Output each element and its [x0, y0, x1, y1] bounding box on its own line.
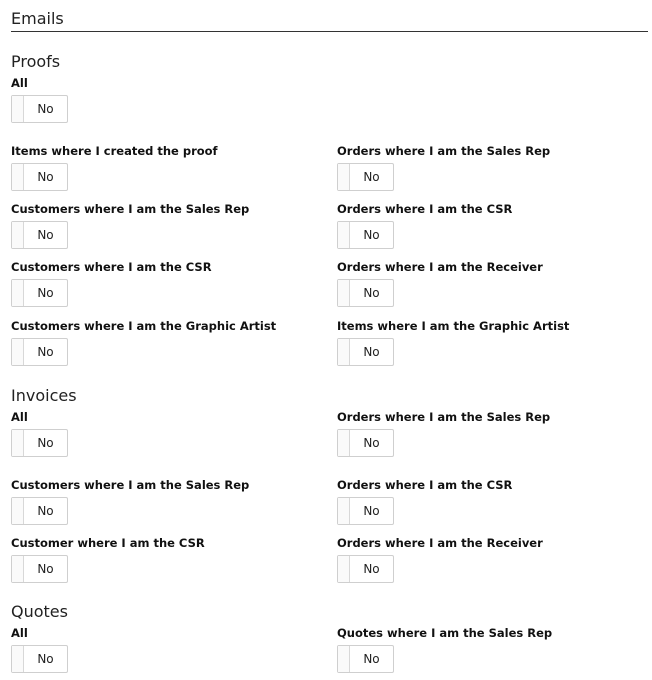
proofs-orders-csr-toggle[interactable] [337, 221, 394, 249]
toggle-value: No [363, 286, 380, 300]
toggle-value: No [363, 562, 380, 576]
quotes-sales-rep-toggle[interactable] [337, 645, 394, 673]
title-divider [11, 31, 648, 32]
proofs-orders-receiver-toggle[interactable] [337, 279, 394, 307]
toggle-value: No [37, 228, 54, 242]
toggle-knob [12, 96, 24, 122]
invoices-all-field [11, 409, 68, 457]
proofs-customers-csr-field [11, 259, 212, 307]
toggle-knob [338, 556, 350, 582]
field-label: Quotes where I am the Sales Rep [337, 626, 553, 640]
field-label: Customers where I am the Sales Rep [11, 478, 250, 492]
proofs-customers-graphic-artist-toggle[interactable] [11, 338, 68, 366]
toggle-value: No [363, 345, 380, 359]
field-label: Customers where I am the Sales Rep [11, 202, 250, 216]
toggle-value: No [37, 286, 54, 300]
section-title-invoices: Invoices [11, 386, 77, 405]
field-label: Customer where I am the CSR [11, 536, 205, 550]
toggle-value: No [37, 345, 54, 359]
field-label: Orders where I am the CSR [337, 478, 513, 492]
toggle-knob [12, 164, 24, 190]
invoices-orders-csr-toggle[interactable] [337, 497, 394, 525]
toggle-value: No [37, 562, 54, 576]
proofs-customers-graphic-artist-field [11, 318, 276, 366]
field-label: All [11, 76, 28, 90]
invoices-orders-sales-rep-field [337, 409, 550, 457]
field-label: Orders where I am the CSR [337, 202, 513, 216]
page-title: Emails [11, 9, 64, 28]
field-label: Orders where I am the Receiver [337, 260, 543, 274]
toggle-value: No [37, 436, 54, 450]
proofs-orders-csr-field [337, 201, 512, 249]
toggle-value: No [363, 504, 380, 518]
toggle-value: No [37, 170, 54, 184]
proofs-orders-sales-rep-toggle[interactable] [337, 163, 394, 191]
proofs-customers-sales-rep-field [11, 201, 249, 249]
invoices-all-toggle[interactable] [11, 429, 68, 457]
proofs-orders-receiver-field [337, 259, 543, 307]
proofs-all-toggle[interactable] [11, 95, 68, 123]
proofs-items-created-field [11, 143, 218, 191]
proofs-items-created-toggle[interactable] [11, 163, 68, 191]
toggle-value: No [363, 228, 380, 242]
invoices-orders-receiver-toggle[interactable] [337, 555, 394, 583]
toggle-value: No [37, 102, 54, 116]
proofs-orders-sales-rep-field [337, 143, 550, 191]
proofs-all-field [11, 75, 68, 123]
invoices-customers-sales-rep-toggle[interactable] [11, 497, 68, 525]
toggle-value: No [363, 436, 380, 450]
invoices-customer-csr-field [11, 535, 205, 583]
quotes-all-toggle[interactable] [11, 645, 68, 673]
field-label: Orders where I am the Sales Rep [337, 144, 551, 158]
toggle-knob [338, 164, 350, 190]
toggle-knob [338, 222, 350, 248]
proofs-customers-sales-rep-toggle[interactable] [11, 221, 68, 249]
proofs-items-graphic-artist-field [337, 318, 569, 366]
toggle-knob [338, 646, 350, 672]
field-label: All [11, 626, 28, 640]
invoices-customers-sales-rep-field [11, 477, 249, 525]
toggle-knob [12, 646, 24, 672]
invoices-orders-sales-rep-toggle[interactable] [337, 429, 394, 457]
toggle-knob [12, 556, 24, 582]
field-label: Orders where I am the Sales Rep [337, 410, 551, 424]
toggle-knob [338, 339, 350, 365]
toggle-knob [12, 498, 24, 524]
field-label: All [11, 410, 28, 424]
field-label: Items where I created the proof [11, 144, 218, 158]
invoices-customer-csr-toggle[interactable] [11, 555, 68, 583]
proofs-items-graphic-artist-toggle[interactable] [337, 338, 394, 366]
toggle-value: No [363, 170, 380, 184]
toggle-knob [12, 430, 24, 456]
section-title-proofs: Proofs [11, 52, 61, 71]
toggle-value: No [37, 652, 54, 666]
invoices-orders-receiver-field [337, 535, 543, 583]
toggle-knob [338, 280, 350, 306]
toggle-value: No [363, 652, 380, 666]
toggle-knob [338, 430, 350, 456]
field-label: Customers where I am the CSR [11, 260, 212, 274]
toggle-knob [338, 498, 350, 524]
quotes-all-field [11, 625, 68, 673]
quotes-sales-rep-field [337, 625, 552, 673]
field-label: Items where I am the Graphic Artist [337, 319, 570, 333]
proofs-customers-csr-toggle[interactable] [11, 279, 68, 307]
toggle-knob [12, 222, 24, 248]
toggle-knob [12, 339, 24, 365]
toggle-value: No [37, 504, 54, 518]
toggle-knob [12, 280, 24, 306]
section-title-quotes: Quotes [11, 602, 68, 621]
field-label: Customers where I am the Graphic Artist [11, 319, 277, 333]
field-label: Orders where I am the Receiver [337, 536, 543, 550]
invoices-orders-csr-field [337, 477, 512, 525]
